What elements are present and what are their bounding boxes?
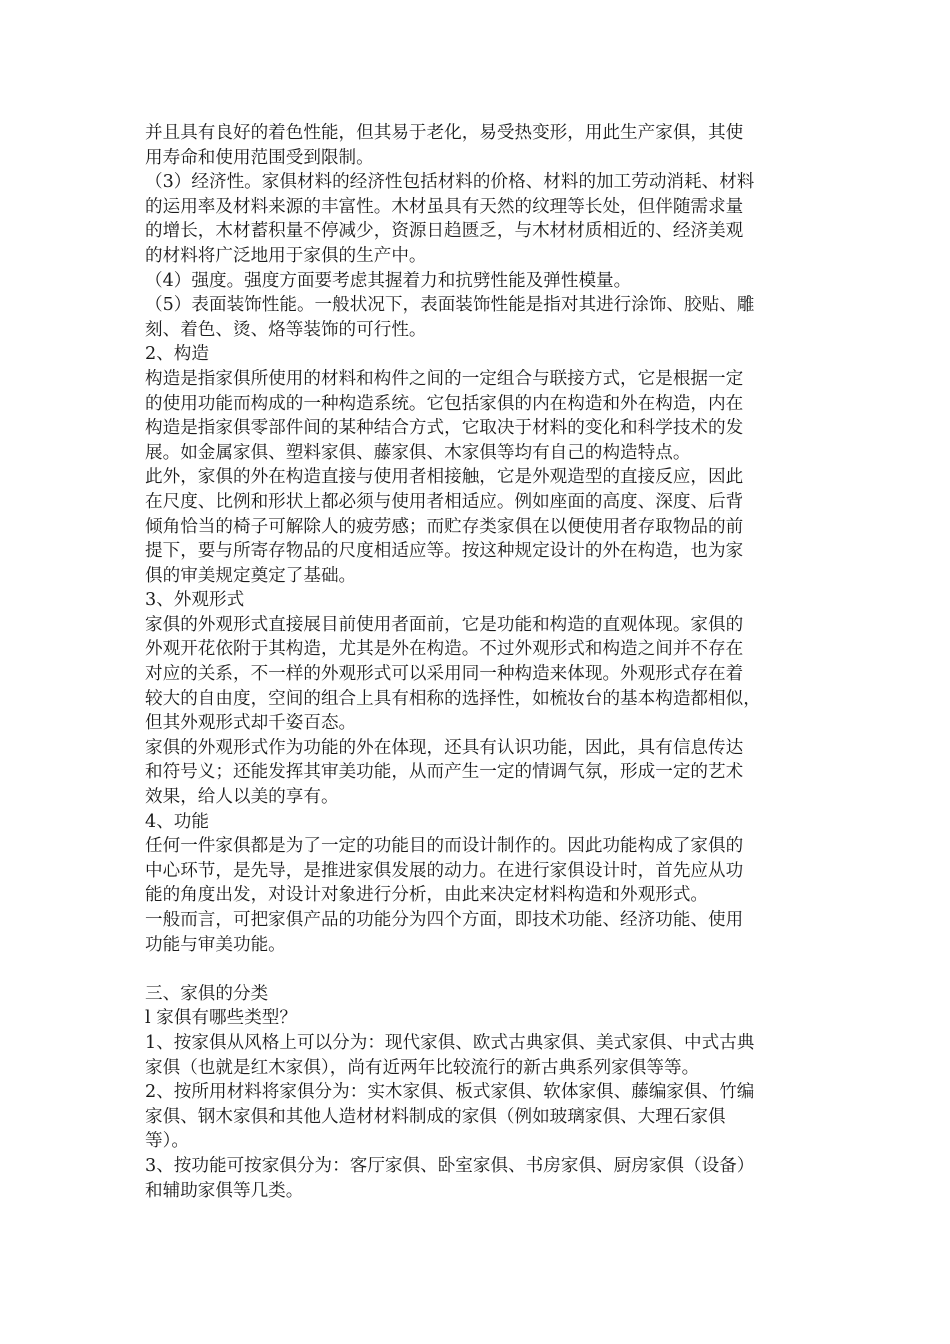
blank-line [145, 957, 810, 982]
text-line: 展。如金属家俱、塑料家俱、藤家俱、木家俱等均有自己的构造特点。 [145, 442, 691, 463]
document-body [145, 121, 810, 1203]
section-heading: 4、功能 [145, 811, 209, 832]
text-line: 的运用率及材料来源的丰富性。木材虽具有天然的纹理等长处，但伴随需求量 [145, 196, 744, 217]
text-line: 刻、着色、烫、烙等装饰的可行性。 [145, 319, 427, 340]
text-line: （5）表面装饰性能。一般状况下，表面装饰性能是指对其进行涂饰、胶贴、雕 [145, 295, 755, 316]
text-line: 效果，给人以美的享有。 [145, 787, 339, 808]
text-line: 倾角恰当的椅子可解除人的疲劳感；而贮存类家俱在以便使用者存取物品的前 [145, 516, 744, 537]
text-line: 功能与审美功能。 [145, 934, 286, 955]
text-line: 和辅助家俱等几类。 [145, 1180, 304, 1201]
text-line: 一般而言，可把家俱产品的功能分为四个方面，即技术功能、经济功能、使用 [145, 910, 744, 930]
text-line: 家俱的外观形式直接展目前使用者面前，它是功能和构造的直观体现。家俱的 [145, 614, 744, 635]
text-line: 能的角度出发，对设计对象进行分析，由此来决定材料构造和外观形式。 [145, 885, 709, 906]
text-line: （3）经济性。家俱材料的经济性包括材料的价格、材料的加工劳动消耗、材料 [145, 172, 755, 193]
text-line: 等）。 [145, 1131, 189, 1152]
text-line: 的使用功能而构成的一种构造系统。它包括家俱的内在构造和外在构造，内在 [145, 393, 744, 414]
chapter-heading: 三、家俱的分类 [145, 983, 269, 1004]
text-line: 用寿命和使用范围受到限制。 [145, 147, 374, 168]
text-line: 1、按家俱从风格上可以分为：现代家俱、欧式古典家俱、美式家俱、中式古典 [145, 1032, 755, 1053]
text-line: （4）强度。强度方面要考虑其握着力和抗劈性能及弹性模量。 [145, 270, 632, 291]
text-line: 较大的自由度，空间的组合上具有相称的选择性，如梳妆台的基本构造都相似， [145, 688, 761, 709]
text-line: 提下，要与所寄存物品的尺度相适应等。按这种规定设计的外在构造，也为家 [145, 541, 744, 562]
text-line: 此外，家俱的外在构造直接与使用者相接触，它是外观造型的直接反应，因此 [145, 467, 744, 488]
section-heading: 3、外观形式 [145, 590, 245, 611]
text-line: 家俱（也就是红木家俱），尚有近两年比较流行的新古典系列家俱等等。 [145, 1057, 700, 1078]
text-line: 俱的审美规定奠定了基础。 [145, 565, 357, 586]
text-line: 外观开花依附于其构造，尤其是外在构造。不过外观形式和构造之间并不存在 [145, 639, 744, 660]
text-line: 任何一件家俱都是为了一定的功能目的而设计制作的。因此功能构成了家俱的 [145, 836, 744, 857]
text-line: 3、按功能可按家俱分为：客厅家俱、卧室家俱、书房家俱、厨房家俱（设备） [145, 1155, 755, 1176]
text-line: 并且具有良好的着色性能，但其易于老化，易受热变形，用此生产家俱，其使 [145, 123, 744, 143]
text-line: 2、按所用材料将家俱分为：实木家俱、板式家俱、软体家俱、藤编家俱、竹编 [145, 1082, 755, 1103]
text-line: 对应的关系，不一样的外观形式可以采用同一种构造来体现。外观形式存在着 [145, 664, 744, 685]
section-heading: 2、构造 [145, 344, 209, 365]
text-line: 家俱的外观形式作为功能的外在体现，还具有认识功能，因此，具有信息传达 [145, 737, 744, 758]
text-line: 构造是指家俱零部件间的某种结合方式，它取决于材料的变化和科学技术的发 [145, 418, 744, 439]
text-line: 在尺度、比例和形状上都必须与使用者相适应。例如座面的高度、深度、后背 [145, 491, 744, 512]
text-line: 的增长，木材蓄积量不停减少，资源日趋匮乏，与木材材质相近的、经济美观 [145, 221, 744, 242]
question-line: l 家俱有哪些类型？ [145, 1008, 297, 1029]
text-line: 中心环节，是先导，是推进家俱发展的动力。在进行家俱设计时，首先应从功 [145, 860, 744, 881]
text-line: 构造是指家俱所使用的材料和构件之间的一定组合与联接方式，它是根据一定 [145, 368, 744, 389]
text-line: 家俱、钢木家俱和其他人造材材料制成的家俱（例如玻璃家俱、大理石家俱 [145, 1106, 726, 1127]
text-line: 的材料将广泛地用于家俱的生产中。 [145, 245, 427, 266]
text-line: 但其外观形式却千姿百态。 [145, 713, 357, 734]
text-line: 和符号义；还能发挥其审美功能，从而产生一定的情调气氛，形成一定的艺术 [145, 762, 744, 783]
